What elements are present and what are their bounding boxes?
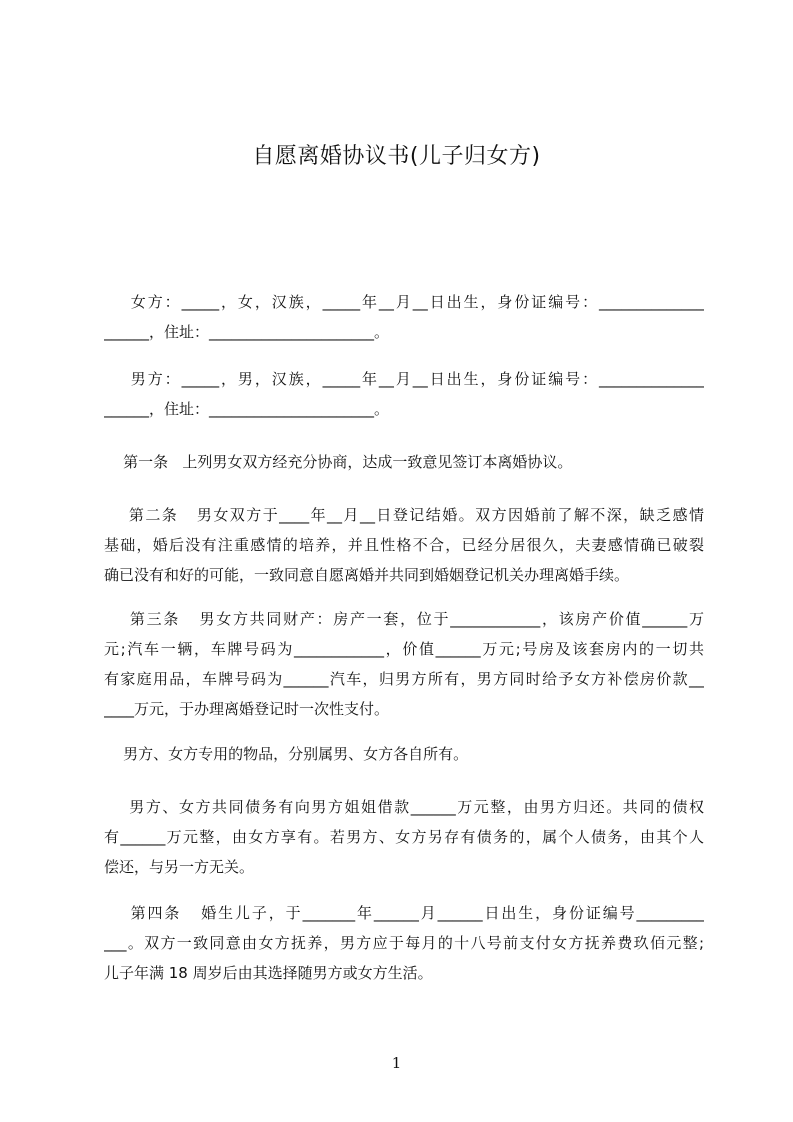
paragraph-line: 基础，婚后没有注重感情的培养，并且性格不合，已经分居很久，夫妻感情确已破裂: [104, 536, 704, 554]
paragraph-line: 女方：_____，女，汉族，_____年__月__日出生，身份证编号：______________: [104, 293, 704, 311]
paragraph-debts: [104, 792, 704, 882]
paragraph-line: 男方：_____，男，汉族，_____年__月__日出生，身份证编号：______________: [104, 370, 704, 388]
paragraph-line: 元;汽车一辆，车牌号码为____________，价值______万元;号房及该套房内的一切共: [104, 640, 704, 658]
paragraph-line: 男方、女方共同债务有向男方姐姐借款______万元整，由男方归还。共同的债权: [104, 798, 704, 816]
paragraph-article-2: [104, 500, 704, 590]
paragraph-line: 第一条 上列男女双方经充分协商，达成一致意见签订本离婚协议。: [104, 453, 573, 471]
paragraph-line: 儿子年满 18 周岁后由其选择随男方或女方生活。: [104, 964, 433, 982]
paragraph-line: 第二条 男女双方于____年__月__日登记结婚。双方因婚前了解不深，缺乏感情: [104, 506, 704, 524]
paragraph-line: 偿还，与另一方无关。: [104, 858, 255, 876]
paragraph-line: ____万元，于办理离婚登记时一次性支付。: [104, 700, 390, 718]
paragraph-personal-items: [104, 739, 704, 769]
paragraph-article-4: [104, 898, 704, 988]
paragraph-article-3: [104, 604, 704, 724]
paragraph-line: 有______万元整，由女方享有。若男方、女方另存有债务的，属个人债务，由其个人: [104, 828, 704, 846]
paragraph-line: 确已没有和好的可能，一致同意自愿离婚并共同到婚姻登记机关办理离婚手续。: [104, 566, 630, 584]
paragraph-female-party: [104, 287, 704, 347]
page-number: 1: [391, 1054, 402, 1072]
paragraph-line: ______，住址：______________________。: [104, 323, 390, 341]
paragraph-line: ___。双方一致同意由女方抚养，男方应于每月的十八号前支付女方抚养费玖佰元整;: [104, 934, 704, 952]
paragraph-line: 第四条 婚生儿子，于_______年______月______日出生，身份证编号_________: [104, 904, 704, 922]
paragraph-line: 第三条 男女方共同财产：房产一套，位于____________，该房产价值______万: [104, 610, 704, 628]
paragraph-line: 男方、女方专用的物品，分别属男、女方各自所有。: [104, 745, 469, 763]
paragraph-line: ______，住址：______________________。: [104, 400, 390, 418]
document-title: 自愿离婚协议书(儿子归女方): [252, 144, 541, 169]
paragraph-male-party: [104, 364, 704, 424]
paragraph-article-1: [104, 447, 704, 477]
paragraph-line: 有家庭用品，车牌号码为______汽车，归男方所有，男方同时给予女方补偿房价款__: [104, 670, 704, 688]
